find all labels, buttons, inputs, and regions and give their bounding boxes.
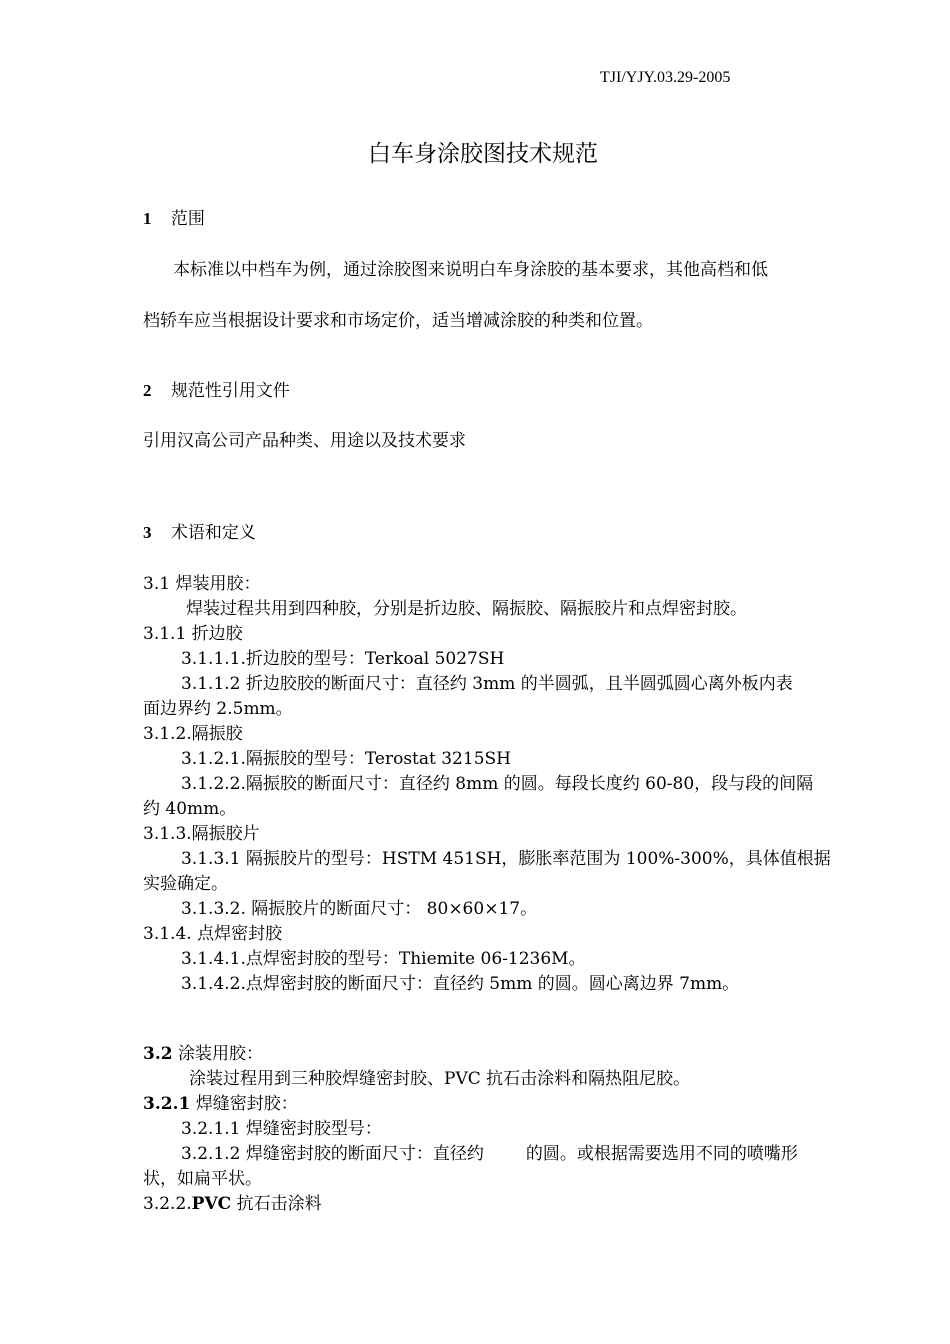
clause-text-part-1: 3.2.1.2 焊缝密封胶的断面尺寸：直径约 <box>181 1144 484 1164</box>
clause-3-1-2 <box>143 722 243 746</box>
section-1-paragraph-line-1: 本标准以中档车为例，通过涂胶图来说明白车身涂胶的基本要求，其他高档和低 <box>173 260 768 280</box>
clause-3-1-4: 3.1.4. 点焊密封胶 <box>143 924 283 944</box>
clause-text-bold: PVC <box>191 1194 232 1214</box>
clause-3-1-1-2-line-2: 面边界约 2.5mm。 <box>143 699 293 719</box>
section-number: 1 <box>143 209 152 228</box>
clause-text: 涂装用胶： <box>172 1044 263 1064</box>
section-2-paragraph: 引用汉高公司产品种类、用途以及技术要求 <box>143 431 466 451</box>
section-heading-text: 规范性引用文件 <box>170 381 290 401</box>
clause-number: 3.1.2. <box>143 724 192 744</box>
clause-3-2-1-1: 3.2.1.1 焊缝密封胶型号： <box>181 1119 382 1139</box>
section-number: 3 <box>143 523 152 542</box>
clause-3-2 <box>143 1042 263 1066</box>
section-3-heading <box>143 521 256 545</box>
clause-3-1-1: 3.1.1 折边胶 <box>143 624 243 644</box>
clause-3-1-3-1-line-1: 3.1.3.1 隔振胶片的型号：HSTM 451SH，膨胀率范围为 100%-300%，具体值根据 <box>181 849 831 869</box>
clause-text-part-2: 的圆。或根据需要选用不同的喷嘴形 <box>525 1144 798 1164</box>
document-number: TJI/YJY.03.29-2005 <box>600 69 731 86</box>
clause-text: 焊缝密封胶： <box>190 1094 298 1114</box>
clause-number: 3.2 <box>143 1044 173 1064</box>
clause-3-1-2-1: 3.1.2.1.隔振胶的型号：Terostat 3215SH <box>181 749 511 769</box>
section-1-heading <box>143 207 205 231</box>
clause-text: 抗石击涂料 <box>231 1194 322 1214</box>
clause-3-1-3-2: 3.1.3.2. 隔振胶片的断面尺寸： 80×60×17。 <box>181 899 538 919</box>
clause-3-1-3-1-line-2: 实验确定。 <box>143 874 228 894</box>
section-heading-text: 术语和定义 <box>170 523 256 543</box>
clause-text: 隔振胶 <box>191 724 243 744</box>
clause-3-1-1-2-line-1: 3.1.1.2 折边胶胶的断面尺寸：直径约 3mm 的半圆弧，且半圆弧圆心离外板内表 <box>181 674 793 694</box>
clause-3-2-1-2-line-2: 状，如扁平状。 <box>143 1169 262 1189</box>
page-title: 白车身涂胶图技术规范 <box>368 141 598 167</box>
clause-3-2-2 <box>143 1192 322 1216</box>
clause-3-1-4-1: 3.1.4.1.点焊密封胶的型号：Thiemite 06-1236M。 <box>181 949 586 969</box>
clause-3-1-3: 3.1.3.隔振胶片 <box>143 824 260 844</box>
clause-3-1-1-1: 3.1.1.1.折边胶的型号：Terkoal 5027SH <box>181 649 505 669</box>
clause-3-2-1 <box>143 1092 298 1116</box>
section-2-heading <box>143 379 290 403</box>
clause-3-1: 3.1 焊装用胶： <box>143 574 261 594</box>
section-1-paragraph-line-2: 档轿车应当根据设计要求和市场定价，适当增减涂胶的种类和位置。 <box>143 311 653 331</box>
clause-number: 3.2.1 <box>143 1094 191 1114</box>
clause-number: 3.2.2. <box>143 1194 192 1214</box>
clause-3-2-1-2-line-1 <box>181 1142 798 1166</box>
clause-3-1-4-2: 3.1.4.2.点焊密封胶的断面尺寸：直径约 5mm 的圆。圆心离边界 7mm。 <box>181 974 740 994</box>
clause-3-1-2-2-line-1: 3.1.2.2.隔振胶的断面尺寸：直径约 8mm 的圆。每段长度约 60-80，段与段的间隔 <box>181 774 814 794</box>
clause-3-1-description: 焊装过程共用到四种胶，分别是折边胶、隔振胶、隔振胶片和点焊密封胶。 <box>186 599 747 619</box>
section-heading-text: 范围 <box>170 209 205 229</box>
section-number: 2 <box>143 381 152 400</box>
clause-3-1-2-2-line-2: 约 40mm。 <box>143 799 237 819</box>
clause-3-2-description: 涂装过程用到三种胶焊缝密封胶、PVC 抗石击涂料和隔热阻尼胶。 <box>189 1069 691 1089</box>
